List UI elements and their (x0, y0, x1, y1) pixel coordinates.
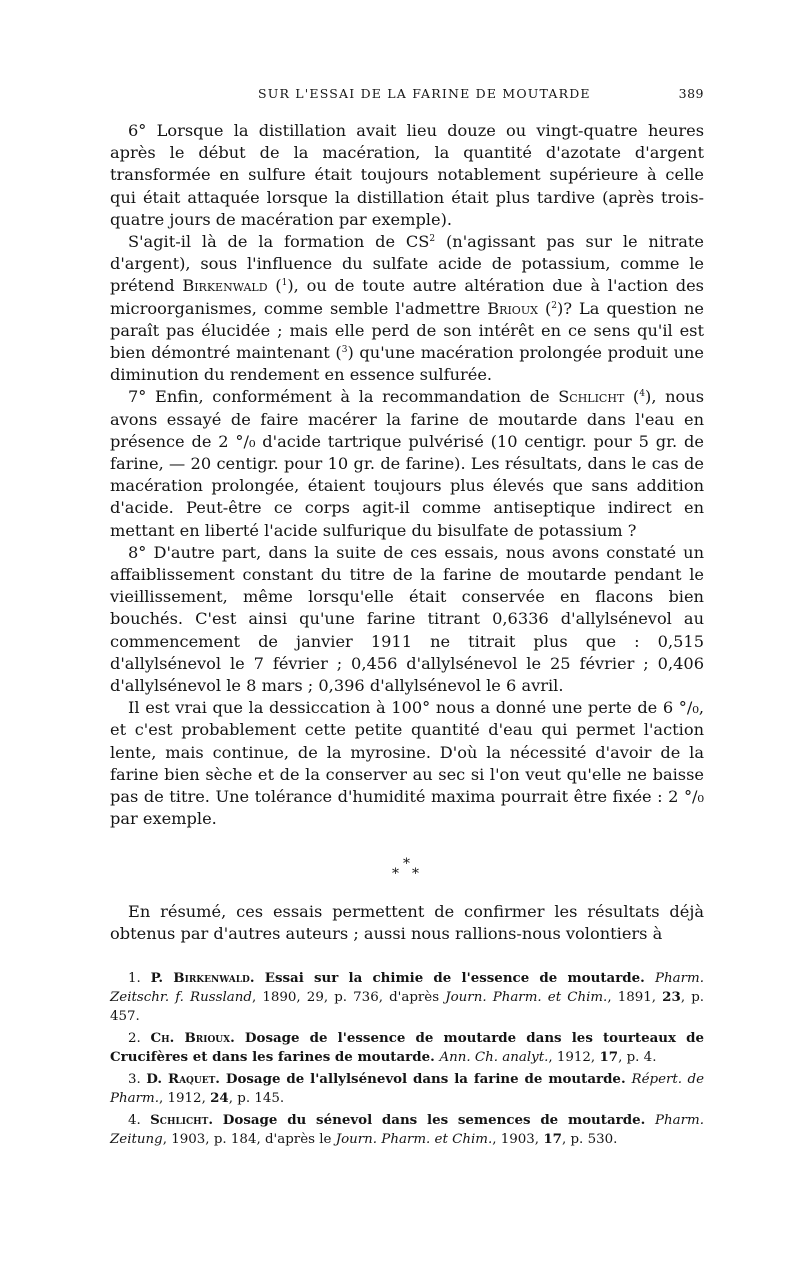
page-number: 389 (678, 86, 704, 101)
footnote-title: Essai sur la chimie de l'essence de moutarde. (254, 969, 656, 986)
paragraph-6: 6° Lorsque la distillation avait lieu douze ou vingt-quatre heures après le début de la macération, la quantité d'azotate d'argent transformée en sulfure était toujours notablement supérieure à celle qui était attaquée lorsque la distillation était plus tardive (après trois-quatre jours de macération par exemple). (110, 121, 704, 229)
footnote-ref-text: , 1891, (607, 989, 663, 1005)
footnote-journal: Pharm. Zeitschr. f. Russland (110, 970, 704, 1005)
footnotes (110, 969, 704, 1149)
footnote-author: Schlicht. (150, 1111, 214, 1128)
footnote-title: Dosage de l'allylsénevol dans la farine de moutarde. (219, 1070, 632, 1087)
footnote-author: P. Birkenwald. (150, 969, 255, 986)
paragraph-7-text-2: ( (624, 387, 640, 407)
author-brioux: Brioux (487, 298, 538, 318)
superscript-2: 2 (429, 234, 436, 245)
footnote-journal-2: Journ. Pharm. et Chim. (335, 1131, 493, 1147)
footnote-ref-text: , 1912, (158, 1090, 211, 1106)
paragraph-dessiccation: Il est vrai que la dessiccation à 100° nous a donné une perte de 6 °/₀, et c'est probablement cette petite quantité d'eau qui permet l'action lente, mais continue, de la myrosine. D'où la nécessité d'avoir de la farine bien sèche et de la conserver au sec si l'on veut qu'elle ne baisse pas de titre. Une tolérance d'humidité maxima pourrait être fixée : 2 °/₀ par exemple. (110, 698, 704, 829)
paragraph-8: 8° D'autre part, dans la suite de ces essais, nous avons constaté un affaiblissement constant du titre de la farine de moutarde pendant le vieillissement, même lorsqu'elle était conservée en flacons bien bouchés. C'est ainsi qu'une farine titrant 0,6336 d'allylsénevol au commencement de janvier 1911 ne titrait plus que : 0,515 d'allylsénevol le 7 février ; 0,456 d'allylsénevol le 25 février ; 0,406 d'allylsénevol le 8 mars ; 0,396 d'allylsénevol le 6 avril. (110, 542, 704, 696)
footnote-title: Dosage du sénevol dans les semences de moutarde. (213, 1111, 656, 1128)
paragraph-resume: En résumé, ces essais permettent de confirmer les résultats déjà obtenus par d'autres auteurs ; aussi nous rallions-nous volontiers à (110, 901, 704, 943)
footnote-ref-3[interactable]: 3 (341, 345, 348, 356)
footnote-volume: 17 (599, 1048, 619, 1065)
body-text (110, 120, 704, 945)
footnote-ref-text: , 1890, 29, p. 736, d'après (251, 989, 446, 1005)
footnote-ref-text: , p. 457. (110, 989, 705, 1024)
paragraph-cs2-text-7: ) qu'une macération prolongée produit une diminution du rendement en essence sulfurée. (110, 343, 704, 385)
footnote-journal-2: Journ. Pharm. et Chim. (445, 989, 608, 1005)
paragraph-cs2-text-2: (n'agissant pas sur le nitrate d'argent), sous l'influence du sulfate acide de potassium, comme le prétend (110, 232, 705, 296)
footnote-journal: Ann. Ch. analyt. (439, 1049, 549, 1065)
author-birkenwald: Birkenwald (182, 276, 268, 296)
footnote-4 (110, 1111, 704, 1149)
document-page (110, 86, 704, 1152)
footnote-author: Ch. Brioux. (150, 1029, 235, 1046)
footnote-volume: 17 (543, 1130, 562, 1147)
footnote-number: 2. (128, 1030, 141, 1046)
paragraph-cs2-text-4: ), ou de toute autre altération due à l'action des microorganismes, comme semble l'admettre (110, 276, 704, 318)
paragraph-cs2-text-6: )? La question ne paraît pas élucidée ; mais elle perd de son intérêt en ce sens qu'il est bien démontré maintenant ( (110, 298, 704, 363)
paragraph-7-text-3: ), nous avons essayé de faire macérer la farine de moutarde dans l'eau en présence de 2 °/₀ d'acide tartrique pulvérisé (10 centigr. pour 5 gr. de farine, — 20 centigr. pour 10 gr. de farine). Les résultats, dans le cas de macération prolongée, étaient toujours plus élevés que sans addition d'acide. Peut-être ce corps agit-il comme antiseptique indirect en mettant en liberté l'acide sulfurique du bisulfate de potassium ? (110, 387, 705, 540)
paragraph-cs2-text-3: ( (267, 276, 282, 296)
footnote-ref-2[interactable]: 2 (551, 300, 558, 311)
footnote-ref-text: , p. 530. (561, 1131, 618, 1147)
footnote-3 (110, 1070, 704, 1108)
running-head (110, 86, 704, 108)
footnote-number: 1. (128, 970, 141, 986)
asterism-divider (110, 843, 704, 901)
footnote-volume: 23 (662, 988, 681, 1005)
footnote-ref-text: , p. 4. (618, 1049, 657, 1065)
footnote-1 (110, 969, 704, 1026)
footnote-ref-text: , 1903, p. 184, d'après le (162, 1131, 336, 1147)
footnote-journal: Pharm. Zeitung (110, 1112, 704, 1147)
footnote-ref-1[interactable]: 1 (281, 278, 288, 289)
asterism-star: * (412, 865, 419, 882)
footnote-title: Dosage de l'essence de moutarde dans les tourteaux de Crucifères et dans les farines de moutarde. (110, 1029, 704, 1065)
footnote-journal: Répert. de Pharm. (110, 1071, 705, 1106)
footnote-number: 4. (128, 1112, 141, 1128)
footnote-volume: 24 (210, 1089, 229, 1106)
footnote-ref-text: , 1903, (492, 1131, 544, 1147)
author-schlicht: Schlicht (558, 387, 625, 407)
paragraph-cs2-text-5: ( (537, 298, 552, 318)
footnote-ref-4[interactable]: 4 (639, 389, 645, 400)
paragraph-7 (110, 386, 704, 541)
running-head-title: SUR L'ESSAI DE LA FARINE DE MOUTARDE (258, 86, 591, 101)
footnote-ref-text: , 1912, (548, 1049, 600, 1065)
footnote-number: 3. (128, 1071, 141, 1087)
asterism-star: * (392, 865, 399, 882)
paragraph-cs2 (110, 231, 704, 386)
paragraph-7-text-1: 7° Enfin, conformément à la recommandation de (128, 387, 559, 407)
footnote-ref-text: , p. 145. (228, 1090, 285, 1106)
footnote-author: D. Raquet. (146, 1070, 220, 1087)
footnote-2 (110, 1029, 704, 1067)
asterism-star: * (403, 855, 410, 872)
paragraph-cs2-text-1: S'agit-il là de la formation de CS (128, 232, 430, 252)
